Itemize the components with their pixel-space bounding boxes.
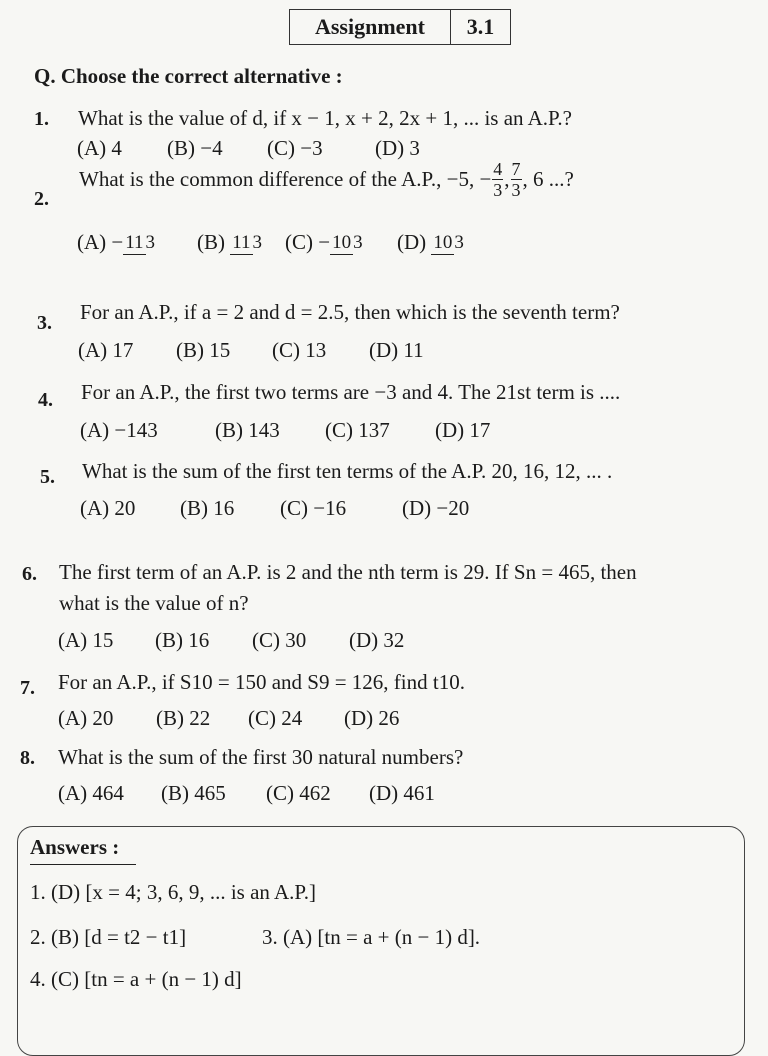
option[interactable]: (B) 143 <box>215 418 280 442</box>
option[interactable]: (A) 464 <box>58 781 124 805</box>
question-text: what is the value of n? <box>59 591 249 615</box>
assignment-title: Assignment <box>290 10 451 44</box>
option[interactable]: (B) 16 <box>155 628 210 652</box>
option[interactable]: (C) 30 <box>252 628 307 652</box>
question-number: 4. <box>38 389 53 411</box>
option[interactable]: (D) 17 <box>435 418 491 442</box>
options-row <box>78 338 424 363</box>
assignment-header <box>289 9 511 45</box>
question-text: The first term of an A.P. is 2 and the nth term is 29. If Sn = 465, then <box>59 560 637 584</box>
option[interactable]: (D) 26 <box>344 706 400 730</box>
option[interactable]: (C) 13 <box>272 338 327 362</box>
instruction: Q. Choose the correct alternative : <box>34 64 343 88</box>
option[interactable]: (C) −3 <box>267 136 323 160</box>
options-row <box>77 228 464 255</box>
assignment-number: 3.1 <box>466 14 495 39</box>
option[interactable]: (D) 461 <box>369 781 435 805</box>
answer-line: 2. (B) [d = t2 − t1] <box>30 925 187 949</box>
option[interactable]: (D) 32 <box>349 628 405 652</box>
question-text: What is the common difference of the A.P., −5, − $\frac{4}{3}$ , $\frac{7}{3}$ , 6 ...? <box>79 159 574 200</box>
option[interactable]: (A) 17 <box>78 338 134 362</box>
option[interactable]: (A) −143 <box>80 418 158 442</box>
question-text: For an A.P., if a = 2 and d = 2.5, then which is the seventh term? <box>80 300 620 324</box>
question-number: 6. <box>22 563 37 585</box>
option[interactable]: (B) 15 <box>176 338 231 362</box>
option[interactable]: (C) −16 <box>280 496 347 520</box>
question-text: What is the sum of the first ten terms of the A.P. 20, 16, 12, ... . <box>82 459 613 483</box>
options-row <box>58 781 435 806</box>
question-number: 8. <box>20 747 35 769</box>
option[interactable]: (C) 462 <box>266 781 331 805</box>
answer-line: 3. (A) [tn = a + (n − 1) d]. <box>262 925 481 949</box>
question-text: For an A.P., the first two terms are −3 and 4. The 21st term is .... <box>81 380 621 404</box>
question-text: For an A.P., if S10 = 150 and S9 = 126, find t10. <box>58 670 465 694</box>
option[interactable]: (B) 11 3 <box>197 229 263 254</box>
option[interactable]: (A) 20 <box>58 706 114 730</box>
option[interactable]: (A) 15 <box>58 628 114 652</box>
question-text: What is the sum of the first 30 natural numbers? <box>58 745 464 769</box>
question-number: 5. <box>40 466 55 488</box>
option[interactable]: (D) −20 <box>402 496 470 520</box>
answer-line: 4. (C) [tn = a + (n − 1) d] <box>30 967 242 991</box>
answer-line: 1. (D) [x = 4; 3, 6, 9, ... is an A.P.] <box>30 880 317 904</box>
option[interactable]: (C) 137 <box>325 418 390 442</box>
option[interactable]: (D) 3 <box>375 136 420 160</box>
question-number: 2. <box>34 188 49 210</box>
options-row <box>80 496 469 521</box>
option[interactable]: (B) 16 <box>180 496 235 520</box>
option[interactable]: (B) 22 <box>156 706 211 730</box>
option[interactable]: (A) − 11 3 <box>77 229 156 254</box>
answers-title-underline <box>30 864 136 865</box>
options-row <box>80 418 490 443</box>
option[interactable]: (A) 20 <box>80 496 136 520</box>
question-number: 3. <box>37 312 52 334</box>
option[interactable]: (C) − 10 3 <box>285 229 363 254</box>
question-text: What is the value of d, if x − 1, x + 2, 2x + 1, ... is an A.P.? <box>78 106 572 130</box>
option[interactable]: (A) 4 <box>77 136 122 160</box>
question-number: 7. <box>20 677 35 699</box>
options-row <box>77 136 420 161</box>
option[interactable]: (D) 10 3 <box>397 229 464 254</box>
option[interactable]: (B) −4 <box>167 136 223 160</box>
answers-title: Answers : <box>30 835 120 859</box>
option[interactable]: (D) 11 <box>369 338 424 362</box>
options-row <box>58 706 399 731</box>
option[interactable]: (B) 465 <box>161 781 226 805</box>
question-number: 1. <box>34 108 49 130</box>
options-row <box>58 628 404 653</box>
option[interactable]: (C) 24 <box>248 706 303 730</box>
